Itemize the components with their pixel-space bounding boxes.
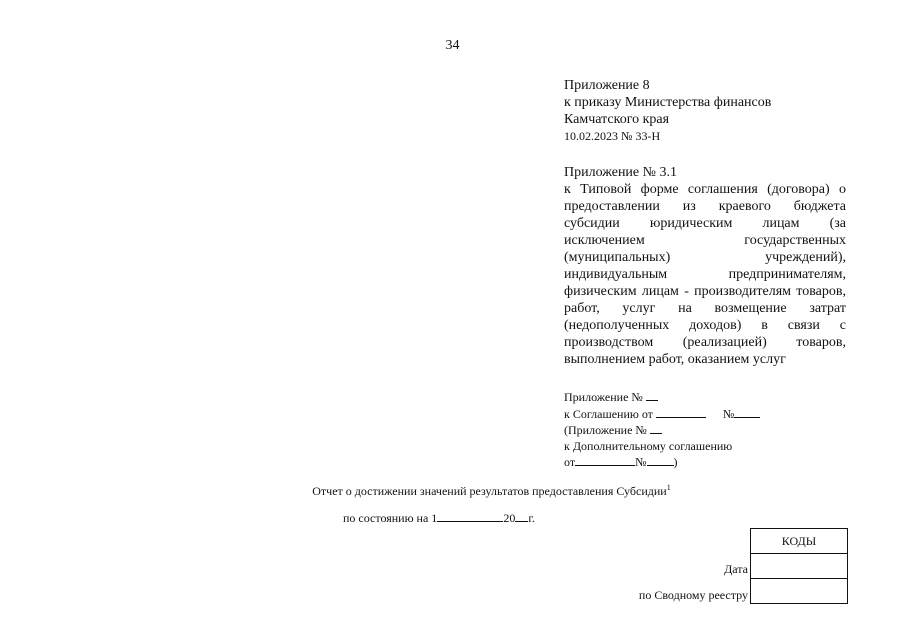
appendix-8-order: к приказу Министерства финансов [564,95,772,110]
agreement-date-blank[interactable] [656,406,706,418]
appendix-3-1-block [564,164,846,368]
supplementary-appendix-number-blank[interactable] [650,422,662,434]
registry-code-cell[interactable] [751,579,848,604]
appendix-8-title: Приложение 8 [564,78,650,93]
supplementary-agreement-label: к Дополнительному соглашению [564,438,733,453]
codes-table [750,528,848,604]
supplementary-number-blank[interactable] [647,454,674,466]
date-row-label: Дата [724,562,748,576]
page-number: 34 [445,38,460,53]
footnote-mark: 1 [666,483,671,492]
appendix-8-date-number: 10.02.2023 № 33-Н [564,129,661,143]
appendix-3-1-description: к Типовой форме соглашения (договора) о предоставлении из краевого бюджета субсидии юридическим лицам (за исключением государственных (муниципальных) учреждений), индивидуальным предпринимателям, физическим лицам - производителям товаров, работ, услуг на возмещение затрат (недополученных доходов) в связи с производством (реализацией) товаров, выполнением работ, оказанием услуг [564,182,846,367]
agreement-appendix-block [564,389,854,471]
supplementary-date-blank[interactable] [575,454,635,466]
registry-row-label: по Сводному реестру [638,588,748,602]
appendix-number-blank[interactable] [646,389,658,401]
date-code-cell[interactable] [751,554,848,579]
appendix-8-block [564,77,854,145]
supplementary-appendix-number: (Приложение № [564,422,854,439]
report-title: Отчет о достижении значений результатов предоставления Субсидии$^1$ [312,483,671,498]
report-as-of-date: по состоянию на 1 20 г. [343,511,535,525]
year-blank[interactable] [515,510,528,522]
codes-header: КОДЫ [751,529,848,554]
appendix-3-1-title: Приложение № 3.1 [564,165,677,180]
month-blank[interactable] [437,510,503,522]
agreement-reference: к Соглашению от № [564,406,854,423]
appendix-8-region: Камчатского края [564,112,670,127]
agreement-appendix-number: Приложение № [564,389,854,406]
supplementary-agreement-reference: от № ) [564,455,678,469]
agreement-number-blank[interactable] [734,406,760,418]
